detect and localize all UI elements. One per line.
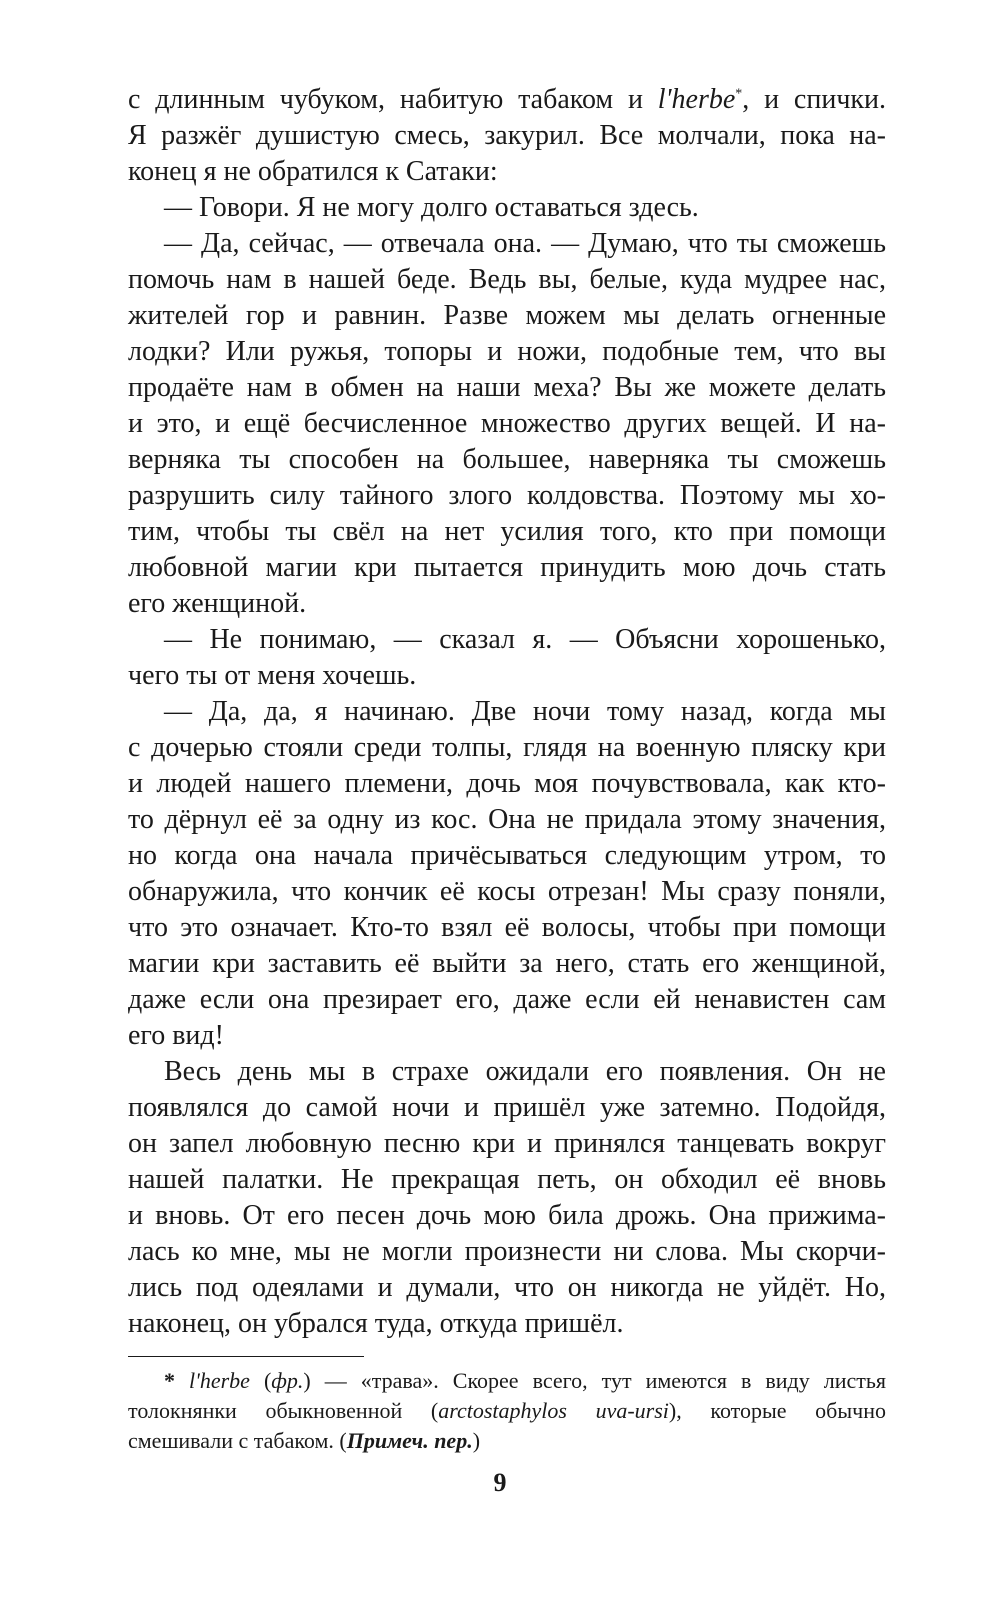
- text-line: конец я не обратился к Сатаки:: [128, 156, 498, 187]
- text-line: разрушить силу тайного злого колдовства. Поэтому мы хо-: [128, 480, 886, 511]
- text-line: его вид!: [128, 1020, 224, 1051]
- text-line: с дочерью стояли среди толпы, глядя на военную пляску кри: [128, 732, 886, 763]
- text-fragment: — «трава». Скорее всего, тут имеются в виду листья: [310, 1368, 887, 1393]
- footnote-divider: [128, 1356, 364, 1357]
- text-line: магии кри заставить её выйти за него, стать его женщиной,: [128, 948, 886, 979]
- text-line: лись под одеялами и думали, что он никогда не уйдёт. Но,: [128, 1272, 886, 1303]
- page-number: 9: [493, 1468, 507, 1497]
- text-line: помочь нам в нашей беде. Ведь вы, белые, куда мудрее нас,: [128, 264, 886, 295]
- text-line: лась ко мне, мы не могли произнести ни слова. Мы скорчи-: [128, 1236, 886, 1267]
- text-line: его женщиной.: [128, 588, 307, 619]
- text-line: [128, 82, 886, 118]
- text-fragment: с длинным чубуком, набитую табаком и: [128, 84, 658, 115]
- text-line: даже если она презирает его, даже если ей ненавистен сам: [128, 984, 886, 1015]
- text-fragment: , и спички.: [742, 84, 886, 115]
- text-line: жителей гор и равнин. Разве можем мы делать огненные: [128, 300, 886, 331]
- text-line: и людей нашего племени, дочь моя почувствовала, как кто-: [128, 768, 886, 799]
- text-line: Весь день мы в страхе ожидали его появления. Он не: [164, 1056, 886, 1087]
- text-fragment: толокнянки обыкновенной (: [128, 1398, 439, 1423]
- text-line: чего ты от меня хочешь.: [128, 660, 417, 691]
- text-line: появлялся до самой ночи и пришёл уже затемно. Подойдя,: [128, 1092, 886, 1123]
- text-line: обнаружила, что кончик её косы отрезан! Мы сразу поняли,: [128, 876, 886, 907]
- text-fragment: ): [472, 1428, 481, 1453]
- text-line: он запел любовную песню кри и принялся танцевать вокруг: [128, 1128, 886, 1159]
- text-line: Я разжёг душистую смесь, закурил. Все молчали, пока на-: [128, 120, 886, 151]
- text-line: но когда она начала причёсываться следующим утром, то: [128, 840, 886, 871]
- footnote-line: [128, 1426, 886, 1456]
- italic-language: фр.: [271, 1368, 304, 1393]
- text-line: лодки? Или ружья, топоры и ножи, подобные тем, что вы: [128, 336, 886, 367]
- text-line: нашей палатки. Не прекращая петь, он обходил её вновь: [128, 1164, 886, 1195]
- text-line: продаёте нам в обмен на наши меха? Вы же можете делать: [128, 372, 886, 403]
- text-line: наконец, он убрался туда, откуда пришёл.: [128, 1308, 624, 1339]
- text-fragment: ), которые обычно: [668, 1398, 886, 1423]
- translator-note: Примеч. пер.: [346, 1428, 473, 1453]
- italic-term: l'herbe: [657, 84, 736, 115]
- text-line: — Да, сейчас, — отвечала она. — Думаю, что ты сможешь: [164, 228, 886, 259]
- text-fragment: (: [249, 1368, 272, 1393]
- text-line: и это, и ещё бесчисленное множество других вещей. И на-: [128, 408, 886, 439]
- footnote-marker[interactable]: *: [735, 86, 743, 102]
- body-text: [128, 82, 886, 1342]
- text-line: верняка ты способен на большее, наверняка ты сможешь: [128, 444, 886, 475]
- italic-latin-name: arctostaphylos uva-ursi: [438, 1398, 669, 1423]
- footnote-line: [128, 1366, 886, 1396]
- footnote: [128, 1366, 886, 1456]
- text-fragment: ): [303, 1368, 311, 1393]
- text-line: любовной магии кри пытается принудить мою дочь стать: [128, 552, 886, 583]
- text-line: тим, чтобы ты свёл на нет усилия того, кто при помощи: [128, 516, 886, 547]
- text-fragment: смешивали с табаком. (: [128, 1428, 347, 1453]
- text-line: — Да, да, я начинаю. Две ночи тому назад, когда мы: [164, 696, 886, 727]
- text-line: и вновь. От его песен дочь мою била дрожь. Она прижима-: [128, 1200, 886, 1231]
- text-line: — Говори. Я не могу долго оставаться здесь.: [164, 192, 699, 223]
- footnote-line: [128, 1396, 886, 1426]
- italic-term: l'herbe: [189, 1368, 250, 1393]
- text-line: что это означает. Кто-то взял её волосы, чтобы при помощи: [128, 912, 886, 943]
- footnote-marker: *: [164, 1368, 175, 1393]
- text-line: то дёрнул её за одну из кос. Она не придала этому значения,: [128, 804, 886, 835]
- text-line: — Не понимаю, — сказал я. — Объясни хорошенько,: [164, 624, 886, 655]
